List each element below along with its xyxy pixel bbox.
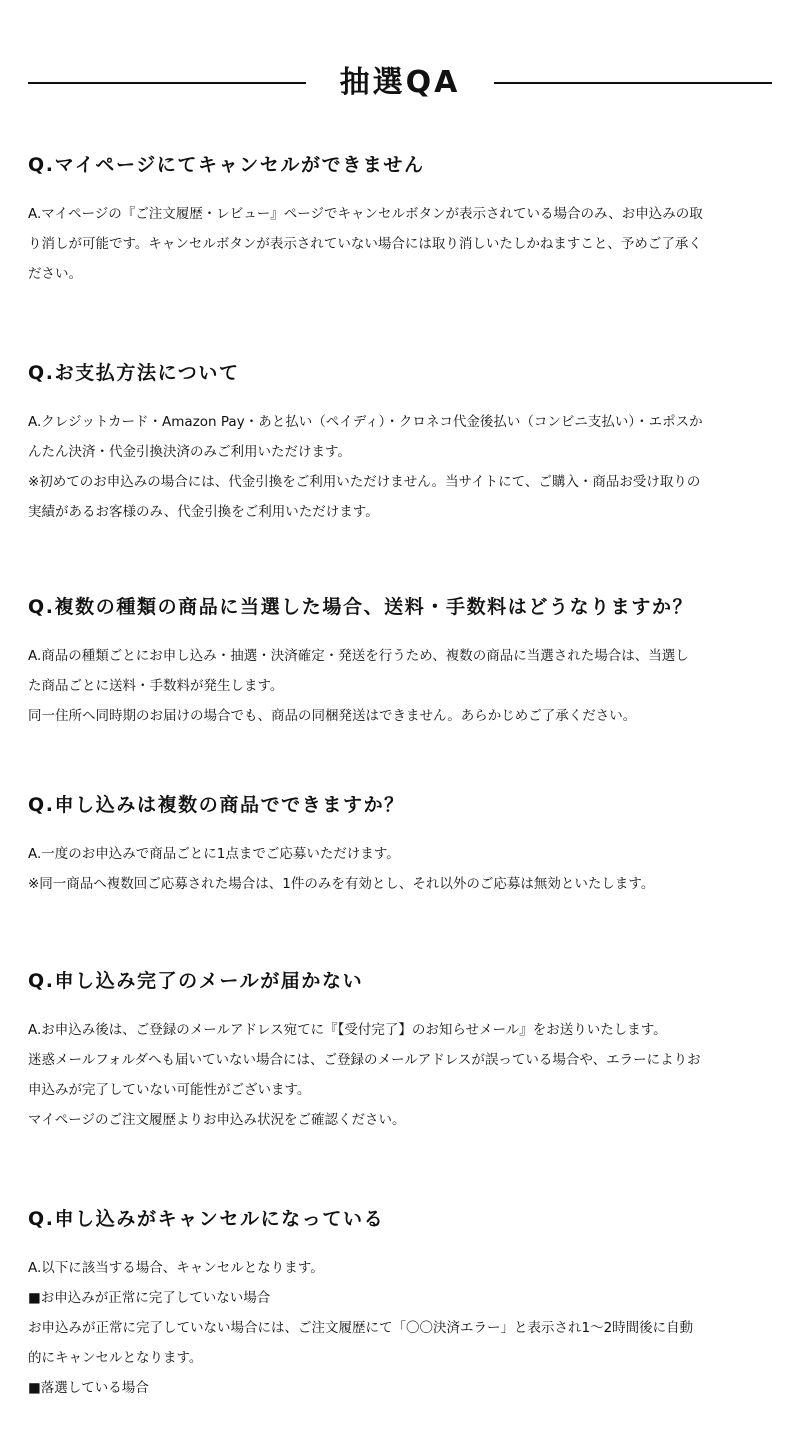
qa-answer	[28, 1253, 776, 1403]
answer-line: 迷惑メールフォルダへも届いていない場合には、ご登録のメールアドレスが誤っている場合や、エラーによりお	[28, 1052, 701, 1068]
answer-line: り消しが可能です。キャンセルボタンが表示されていない場合には取り消しいたしかねますこと、予めご了承く	[28, 236, 702, 252]
qa-answer	[28, 641, 776, 731]
answer-line: マイページのご注文履歴よりお申込み状況をご確認ください。	[28, 1112, 406, 1128]
page-title: 抽選QA	[339, 65, 461, 100]
answer-line: 申込みが完了していない可能性がございます。	[28, 1082, 311, 1098]
qa-question: Q.申し込み完了のメールが届かない	[28, 970, 364, 992]
answer-line: お申込みが正常に完了していない場合には、ご注文履歴にて「〇〇決済エラー」と表示され1〜2時間後に自動	[28, 1320, 694, 1336]
qa-answer	[28, 1015, 776, 1135]
qa-item-multiple-products	[28, 790, 776, 899]
qa-item-no-confirmation-email	[28, 966, 776, 1135]
answer-line: A.一度のお申込みで商品ごとに1点までご応募いただけます。	[28, 846, 400, 862]
qa-answer	[28, 199, 776, 289]
answer-line: た商品ごとに送料・手数料が発生します。	[28, 678, 284, 694]
qa-answer	[28, 839, 776, 899]
answer-line: んたん決済・代金引換決済のみご利用いただけます。	[28, 444, 351, 460]
qa-question: Q.複数の種類の商品に当選した場合、送料・手数料はどうなりますか？	[28, 596, 694, 618]
answer-line: ※初めてのお申込みの場合には、代金引換をご利用いただけません。当サイトにて、ご購入・商品お受け取りの	[28, 474, 701, 490]
answer-line: A.商品の種類ごとにお申し込み・抽選・決済確定・発送を行うため、複数の商品に当選された場合は、当選し	[28, 648, 689, 664]
answer-line: ださい。	[28, 266, 82, 282]
qa-answer	[28, 407, 776, 527]
qa-question: Q.申し込みは複数の商品でできますか？	[28, 794, 405, 816]
qa-question: Q.申し込みがキャンセルになっている	[28, 1208, 385, 1230]
answer-line: A.以下に該当する場合、キャンセルとなります。	[28, 1260, 324, 1276]
qa-item-cancel-mypage	[28, 150, 776, 289]
qa-question: Q.マイページにてキャンセルができません	[28, 154, 425, 176]
answer-line: 実績があるお客様のみ、代金引換をご利用いただけます。	[28, 504, 379, 520]
qa-item-payment-methods	[28, 358, 776, 527]
qa-item-multiple-wins-fees	[28, 592, 776, 731]
answer-line: A.お申込み後は、ご登録のメールアドレス宛てに『【受付完了】のお知らせメール』をお送りいたします。	[28, 1022, 667, 1038]
answer-line: ■落選している場合	[28, 1380, 149, 1396]
answer-line: A.クレジットカード・Amazon Pay・あと払い（ペイディ）・クロネコ代金後払い（コンビニ支払い）・エポスか	[28, 414, 703, 430]
answer-line: ■お申込みが正常に完了していない場合	[28, 1290, 271, 1306]
answer-line: 的にキャンセルとなります。	[28, 1350, 203, 1366]
answer-line: 同一住所へ同時期のお届けの場合でも、商品の同梱発送はできません。あらかじめご了承ください。	[28, 708, 637, 724]
qa-question: Q.お支払方法について	[28, 362, 240, 384]
answer-line: A.マイページの『ご注文履歴・レビュー』ページでキャンセルボタンが表示されている場合のみ、お申込みの取	[28, 206, 703, 222]
qa-item-application-cancelled	[28, 1204, 776, 1403]
answer-line: ※同一商品へ複数回ご応募された場合は、1件のみを有効とし、それ以外のご応募は無効といたします。	[28, 876, 655, 892]
